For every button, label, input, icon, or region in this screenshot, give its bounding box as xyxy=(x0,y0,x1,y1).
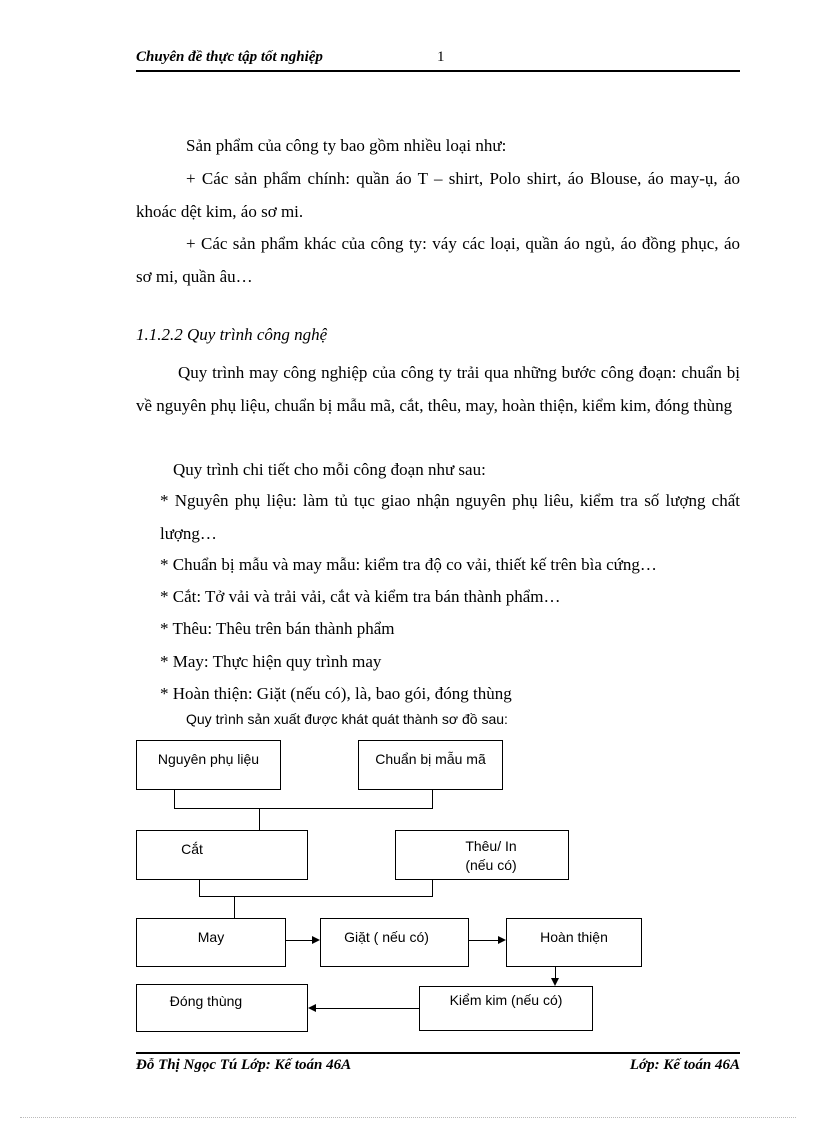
box-label: Giặt ( nếu có) xyxy=(344,929,429,945)
connector-line xyxy=(432,790,433,808)
box-giat xyxy=(320,918,469,967)
paragraph-main-products: + Các sản phẩm chính: quần áo T – shirt, Polo shirt, áo Blouse, áo may-ụ, áo khoác dệt kim, áo sơ mi. xyxy=(136,169,740,221)
bullet-cutting: * Cắt: Tở vải và trải vải, cắt và kiểm tra bán thành phẩm… xyxy=(160,587,561,606)
page-number: 1 xyxy=(437,49,445,65)
footer-class: Lớp: Kế toán 46A xyxy=(629,1057,740,1073)
box-label: Nguyên phụ liệu xyxy=(157,751,260,767)
arrow-right-icon xyxy=(312,936,320,944)
bullet-sample-prep: * Chuẩn bị mẫu và may mẫu: kiểm tra độ co vải, thiết kế trên bìa cứng… xyxy=(160,555,657,574)
paragraph-other-products: + Các sản phẩm khác của công ty: váy các loại, quần áo ngủ, áo đồng phục, áo sơ mi, quần âu… xyxy=(136,234,740,286)
box-dong-thung xyxy=(136,984,308,1032)
paragraph-process-detail-intro: Quy trình chi tiết cho mỗi công đoạn như sau: xyxy=(173,460,486,479)
connector-line xyxy=(234,896,235,918)
box-label: Kiểm kim (nếu có) xyxy=(449,992,563,1008)
connector-line xyxy=(174,790,175,808)
paragraph-products-intro: Sản phẩm của công ty bao gồm nhiều loại như: xyxy=(186,136,507,155)
box-nguyen-phu-lieu xyxy=(136,740,281,790)
connector-line xyxy=(199,880,200,896)
connector-line xyxy=(259,808,260,830)
bullet-embroidery: * Thêu: Thêu trên bán thành phẩm xyxy=(160,619,395,638)
footer-rule xyxy=(136,1052,740,1054)
box-hoan-thien xyxy=(506,918,642,967)
footer-author: Đỗ Thị Ngọc Tú Lớp: Kế toán 46A xyxy=(136,1057,352,1073)
section-heading: 1.1.2.2 Quy trình công nghệ xyxy=(136,325,328,344)
page-bottom-border xyxy=(20,1117,796,1118)
connector-line xyxy=(174,808,433,809)
box-label: May xyxy=(197,929,225,945)
box-may xyxy=(136,918,286,967)
paragraph-process-overview: Quy trình may công nghiệp của công ty trải qua những bước công đoạn: chuẩn bị về nguyên phụ liệu, chuẩn bị mẫu mã, cắt, thêu, may, hoàn thiện, kiểm kim, đóng thùng xyxy=(136,363,740,415)
box-cat xyxy=(136,830,308,880)
box-chuan-bi-mau-ma xyxy=(358,740,503,790)
arrow-down-icon xyxy=(551,978,559,986)
box-label: Đóng thùng xyxy=(169,993,243,1009)
header-rule xyxy=(136,70,740,72)
arrow-line xyxy=(316,1008,419,1009)
box-label: Chuẩn bị mẫu mã xyxy=(375,751,486,767)
connector-line xyxy=(432,880,433,896)
arrow-line xyxy=(469,940,498,941)
box-kiem-kim xyxy=(419,986,593,1031)
arrow-left-icon xyxy=(308,1004,316,1012)
diagram-caption: Quy trình sản xuất được khát quát thành sơ đồ sau: xyxy=(186,711,508,727)
box-label-line2: (nếu có) xyxy=(465,857,517,873)
header-title: Chuyên đề thực tập tốt nghiệp xyxy=(136,49,323,65)
arrow-line xyxy=(286,940,312,941)
bullet-sewing: * May: Thực hiện quy trình may xyxy=(160,652,382,671)
arrow-right-icon xyxy=(498,936,506,944)
arrow-line xyxy=(555,967,556,978)
box-label: Hoàn thiện xyxy=(540,929,608,945)
bullet-raw-materials: * Nguyên phụ liệu: làm tủ tục giao nhận nguyên phụ liêu, kiểm tra số lượng chất lượng… xyxy=(160,491,740,543)
box-theu-in xyxy=(395,830,569,880)
bullet-finishing: * Hoàn thiện: Giặt (nếu có), là, bao gói, đóng thùng xyxy=(160,684,512,703)
box-label: Cắt xyxy=(181,841,203,857)
box-label-line1: Thêu/ In xyxy=(465,838,517,854)
